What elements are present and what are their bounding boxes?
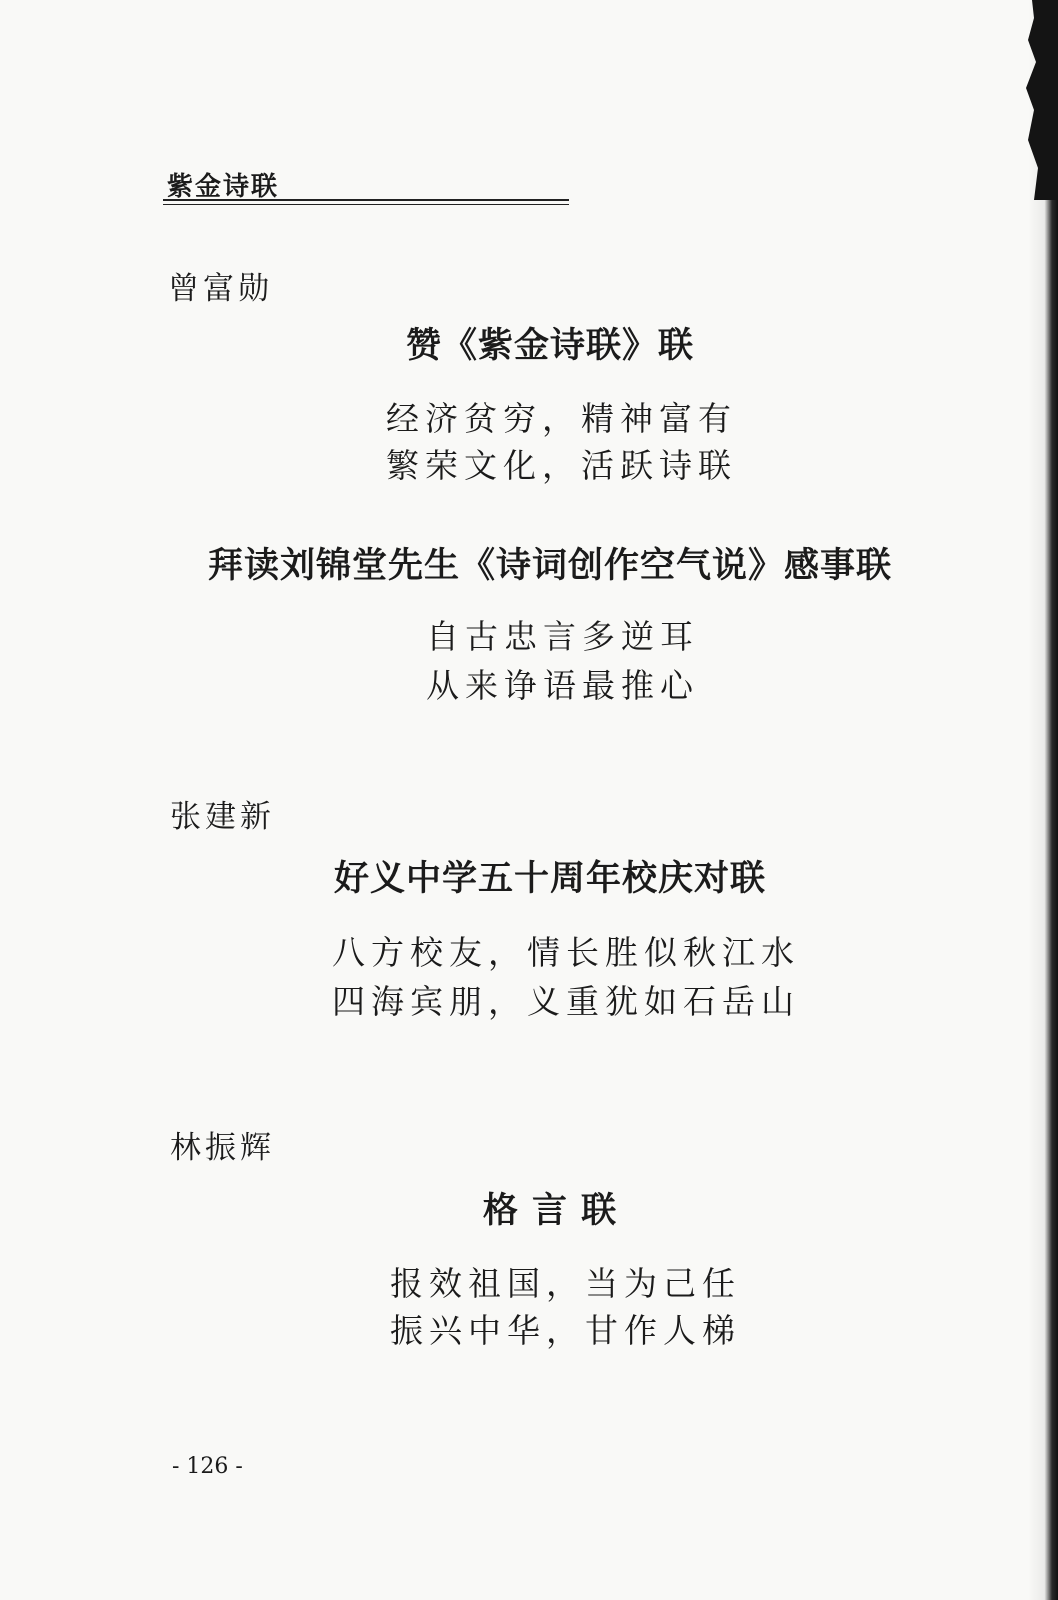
couplet-line: 振兴中华，甘作人梯 xyxy=(390,1311,741,1350)
torn-page-edge xyxy=(1028,0,1058,1600)
couplet-line: 自古忠言多逆耳 xyxy=(426,617,699,656)
couplet-line: 繁荣文化，活跃诗联 xyxy=(386,446,737,485)
poem-title: 赞《紫金诗联》联 xyxy=(405,325,694,366)
author-name: 张建新 xyxy=(170,799,275,835)
page-number: - 126 - xyxy=(172,1454,243,1479)
running-header-title: 紫金诗联 xyxy=(167,172,280,202)
author-name: 林振辉 xyxy=(170,1130,275,1166)
poem-title: 好义中学五十周年校庆对联 xyxy=(333,858,766,899)
couplet-line: 八方校友，情长胜似秋江水 xyxy=(332,933,800,972)
couplet-line: 四海宾朋，义重犹如石岳山 xyxy=(332,982,800,1021)
couplet-line: 报效祖国，当为己任 xyxy=(390,1264,741,1303)
couplet-line: 经济贫穷，精神富有 xyxy=(386,399,737,438)
couplet-line: 从来诤语最推心 xyxy=(426,666,699,705)
poem-title: 格 言 联 xyxy=(482,1190,618,1231)
poem-title: 拜读刘锦堂先生《诗词创作空气说》感事联 xyxy=(207,545,892,586)
torn-corner-shape xyxy=(998,0,1058,200)
author-name: 曾富勋 xyxy=(168,271,273,307)
header-rule xyxy=(163,199,569,205)
